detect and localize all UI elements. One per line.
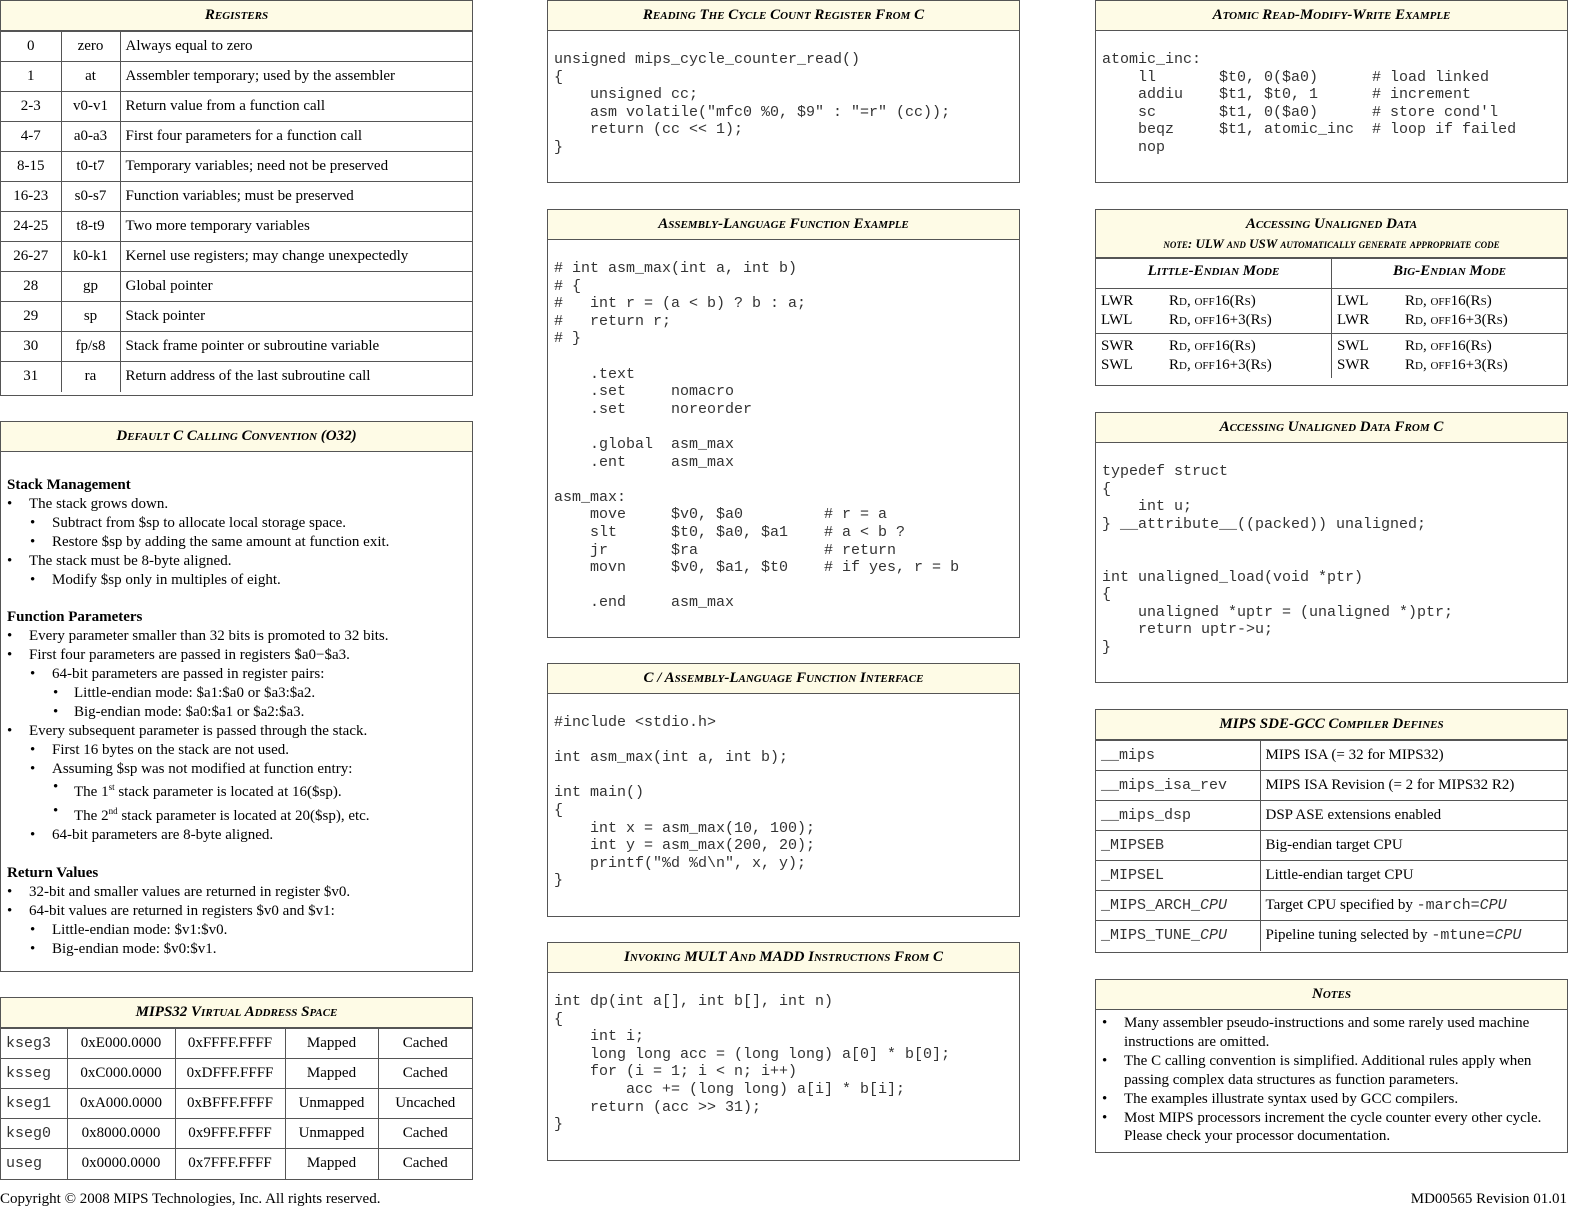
- calling-convention-body: [1, 452, 472, 959]
- note-item: • Most MIPS processors increment the cycle counter every other cycle. Please check your processor documentation.: [1102, 1109, 1561, 1147]
- instruction-args: Rd, off16(Rs): [1405, 293, 1492, 309]
- list-item: • 64-bit parameters are 8-byte aligned.: [7, 826, 466, 845]
- instruction-args: Rd, off16+3(Rs): [1169, 356, 1272, 373]
- mult-madd-code: int dp(int a[], int b[], int n) { int i; long long acc = (long long) a[0] * b[0]; for (i = 1; i < n; i++) acc += (long long) a[i] * b[i]; return (acc >> 31); }: [554, 993, 951, 1134]
- segment-caching: Cached: [378, 1119, 472, 1149]
- stack-management-list: [7, 495, 466, 590]
- table-row: [1096, 861, 1567, 891]
- list-item: • Big-endian mode: $v0:$v1.: [7, 940, 466, 959]
- define-desc: DSP ASE extensions enabled: [1260, 801, 1567, 831]
- c-interface-panel: [547, 663, 1020, 917]
- register-number: 29: [1, 302, 61, 332]
- instruction-line: [1101, 337, 1326, 356]
- list-item: • Every subsequent parameter is passed through the stack.: [7, 722, 466, 741]
- instruction-line: [1101, 356, 1326, 375]
- atomic-panel: [1095, 0, 1568, 183]
- table-row: [1, 212, 472, 242]
- address-space-table: [1, 1028, 472, 1179]
- list-item: • Little-endian mode: $v1:$v0.: [7, 921, 466, 940]
- segment-caching: Cached: [378, 1059, 472, 1089]
- segment-start: 0x0000.0000: [67, 1149, 175, 1179]
- register-description: Return value from a function call: [120, 92, 472, 122]
- table-row: [1, 1119, 472, 1149]
- segment-end: 0x7FFF.FFFF: [175, 1149, 285, 1179]
- register-number: 31: [1, 362, 61, 392]
- copyright: Copyright © 2008 MIPS Technologies, Inc. All rights reserved.: [0, 1191, 381, 1207]
- table-row: [1096, 921, 1567, 951]
- address-space-title: MIPS32 Virtual Address Space: [1, 998, 472, 1028]
- instruction-line: [1101, 292, 1326, 311]
- table-row: [1, 362, 472, 392]
- table-row: [1, 302, 472, 332]
- notes-panel: [1095, 979, 1568, 1153]
- notes-list: [1096, 1010, 1567, 1146]
- register-name: ra: [61, 362, 120, 392]
- instruction-args: Rd, off16+3(Rs): [1169, 311, 1272, 328]
- list-item: • The stack grows down.: [7, 495, 466, 514]
- list-item: • Big-endian mode: $a0:$a1 or $a2:$a3.: [7, 703, 466, 722]
- table-row: [1, 1059, 472, 1089]
- register-number: 1: [1, 62, 61, 92]
- instruction-args: Rd, off16+3(Rs): [1405, 356, 1508, 373]
- register-number: 24-25: [1, 212, 61, 242]
- segment-caching: Cached: [378, 1149, 472, 1179]
- function-parameters-heading: Function Parameters: [7, 609, 143, 626]
- register-number: 30: [1, 332, 61, 362]
- asm-example-title: Assembly-Language Function Example: [548, 210, 1019, 240]
- segment-end: 0xDFFF.FFFF: [175, 1059, 285, 1089]
- instruction-op: SWL: [1101, 356, 1133, 373]
- big-endian-load: [1332, 289, 1568, 334]
- return-values-heading: Return Values: [7, 865, 99, 882]
- unaligned-table: [1096, 258, 1567, 378]
- instruction-line: [1101, 311, 1326, 330]
- defines-table: [1096, 740, 1567, 951]
- list-item: • 64-bit values are returned in registers $v0 and $v1:: [7, 902, 466, 921]
- register-name: k0-k1: [61, 242, 120, 272]
- c-interface-code: #include <stdio.h> int asm_max(int a, int b); int main() { int x = asm_max(10, 100); int y = asm_max(200, 20); printf("%d %d\n", x, y); }: [554, 714, 816, 890]
- registers-panel: [0, 0, 473, 396]
- instruction-args: Rd, off16(Rs): [1169, 293, 1256, 309]
- define-desc: Big-endian target CPU: [1260, 831, 1567, 861]
- table-row: [1, 242, 472, 272]
- segment-name: useg: [1, 1149, 67, 1179]
- unaligned-heading: Accessing Unaligned Data: [1245, 216, 1418, 232]
- register-description: Global pointer: [120, 272, 472, 302]
- define-name: _MIPSEB: [1096, 831, 1260, 861]
- register-description: Assembler temporary; used by the assembler: [120, 62, 472, 92]
- big-endian-store: [1332, 333, 1568, 377]
- define-desc: Target CPU specified by -march=CPU: [1260, 891, 1567, 921]
- table-row: [1, 1089, 472, 1119]
- table-row: [1, 32, 472, 62]
- mult-madd-title: Invoking MULT And MADD Instructions From C: [548, 943, 1019, 973]
- segment-name: kseg1: [1, 1089, 67, 1119]
- register-name: sp: [61, 302, 120, 332]
- mult-madd-panel: [547, 942, 1020, 1161]
- instruction-op: SWL: [1337, 337, 1369, 354]
- segment-mapping: Unmapped: [285, 1089, 378, 1119]
- segment-name: kseg3: [1, 1029, 67, 1059]
- instruction-line: [1337, 337, 1562, 356]
- unaligned-c-code: typedef struct { int u; } __attribute__((packed)) unaligned; int unaligned_load(void *ptr) { unaligned *uptr = (unaligned *)ptr; return uptr->u; }: [1102, 463, 1454, 656]
- table-row: [1, 272, 472, 302]
- table-row: [1, 1029, 472, 1059]
- register-description: Return address of the last subroutine call: [120, 362, 472, 392]
- define-name: _MIPS_ARCH_CPU: [1096, 891, 1260, 921]
- list-item: • Assuming $sp was not modified at function entry:: [7, 760, 466, 779]
- define-name: _MIPS_TUNE_CPU: [1096, 921, 1260, 951]
- register-description: Function variables; must be preserved: [120, 182, 472, 212]
- list-item: • The 2nd stack parameter is located at 20($sp), etc.: [7, 802, 466, 826]
- segment-mapping: Mapped: [285, 1059, 378, 1089]
- register-description: Stack frame pointer or subroutine variable: [120, 332, 472, 362]
- calling-convention-title: Default C Calling Convention (O32): [1, 422, 472, 452]
- address-space-panel: [0, 997, 473, 1180]
- register-description: Stack pointer: [120, 302, 472, 332]
- function-parameters-list: [7, 627, 466, 778]
- segment-start: 0xE000.0000: [67, 1029, 175, 1059]
- segment-mapping: Mapped: [285, 1149, 378, 1179]
- register-name: at: [61, 62, 120, 92]
- table-row: [1096, 741, 1567, 771]
- asm-example-code: # int asm_max(int a, int b) # { # int r = (a < b) ? b : a; # return r; # } .text .set nomacro .set noreorder .global asm_max .ent asm_max asm_max: move $v0, $a0 # r = a slt $t0, $a0, $a1 # a < b ? jr $ra # return movn $v0, $a1, $t0 # if yes, r = b .end asm_max: [554, 260, 960, 612]
- instruction-op: LWL: [1337, 293, 1369, 309]
- register-number: 16-23: [1, 182, 61, 212]
- unaligned-note: note: ULW and USW automatically generate appropriate code: [1163, 236, 1500, 251]
- unaligned-c-title: Accessing Unaligned Data From C: [1096, 413, 1567, 443]
- cycle-count-code: unsigned mips_cycle_counter_read() { unsigned cc; asm volatile("mfc0 %0, $9" : "=r" (cc)); return (cc << 1); }: [554, 51, 951, 156]
- defines-panel: [1095, 709, 1568, 953]
- instruction-op: LWR: [1101, 293, 1134, 309]
- segment-start: 0xA000.0000: [67, 1089, 175, 1119]
- segment-end: 0xBFFF.FFFF: [175, 1089, 285, 1119]
- note-item: • The C calling convention is simplified. Additional rules apply when passing complex data structures as function parameters.: [1102, 1052, 1561, 1090]
- register-description: Always equal to zero: [120, 32, 472, 62]
- instruction-args: Rd, off16(Rs): [1405, 337, 1492, 354]
- list-item: • 32-bit and smaller values are returned in register $v0.: [7, 883, 466, 902]
- table-row: [1, 62, 472, 92]
- atomic-code: atomic_inc: ll $t0, 0($a0) # load linked addiu $t1, $t0, 1 # increment sc $t1, 0($a0) # store cond'l beqz $t1, atomic_inc # loop if failed nop: [1102, 51, 1517, 156]
- segment-mapping: Mapped: [285, 1029, 378, 1059]
- register-number: 28: [1, 272, 61, 302]
- note-item: • Many assembler pseudo-instructions and some rarely used machine instructions are omitted.: [1102, 1014, 1561, 1052]
- register-description: Kernel use registers; may change unexpectedly: [120, 242, 472, 272]
- table-row: [1, 1149, 472, 1179]
- unaligned-c-panel: [1095, 412, 1568, 683]
- define-name: _MIPSEL: [1096, 861, 1260, 891]
- define-desc: MIPS ISA (= 32 for MIPS32): [1260, 741, 1567, 771]
- table-row: [1096, 771, 1567, 801]
- list-item: • First 16 bytes on the stack are not used.: [7, 741, 466, 760]
- instruction-line: [1337, 311, 1562, 330]
- segment-name: kseg0: [1, 1119, 67, 1149]
- instruction-args: Rd, off16(Rs): [1169, 337, 1256, 354]
- revision: MD00565 Revision 01.01: [1410, 1191, 1567, 1207]
- table-row: [1, 152, 472, 182]
- asm-example-panel: [547, 209, 1020, 638]
- little-endian-header: Little-Endian Mode: [1096, 259, 1332, 289]
- list-item: • Restore $sp by adding the same amount at function exit.: [7, 533, 466, 552]
- little-endian-store: [1096, 333, 1332, 377]
- table-row: [1, 182, 472, 212]
- register-name: zero: [61, 32, 120, 62]
- segment-end: 0x9FFF.FFFF: [175, 1119, 285, 1149]
- cycle-count-title: Reading The Cycle Count Register From C: [548, 1, 1019, 31]
- unaligned-title: [1096, 210, 1567, 258]
- register-name: t0-t7: [61, 152, 120, 182]
- list-item: • First four parameters are passed in registers $a0−$a3.: [7, 646, 466, 665]
- instruction-args: Rd, off16+3(Rs): [1405, 311, 1508, 328]
- register-name: t8-t9: [61, 212, 120, 242]
- note-item: • The examples illustrate syntax used by GCC compilers.: [1102, 1090, 1561, 1109]
- register-name: fp/s8: [61, 332, 120, 362]
- instruction-line: [1337, 356, 1562, 375]
- register-number: 26-27: [1, 242, 61, 272]
- list-item: • Subtract from $sp to allocate local storage space.: [7, 514, 466, 533]
- register-description: Temporary variables; need not be preserved: [120, 152, 472, 182]
- define-name: __mips_isa_rev: [1096, 771, 1260, 801]
- little-endian-load: [1096, 289, 1332, 334]
- define-desc: MIPS ISA Revision (= 2 for MIPS32 R2): [1260, 771, 1567, 801]
- list-item: • The 1st stack parameter is located at 16($sp).: [7, 778, 466, 802]
- register-number: 0: [1, 32, 61, 62]
- register-name: a0-a3: [61, 122, 120, 152]
- cycle-count-panel: [547, 0, 1020, 183]
- instruction-op: SWR: [1337, 356, 1370, 373]
- instruction-op: LWL: [1101, 311, 1133, 328]
- register-description: First four parameters for a function call: [120, 122, 472, 152]
- table-row: [1, 332, 472, 362]
- register-number: 8-15: [1, 152, 61, 182]
- instruction-op: LWR: [1337, 311, 1370, 328]
- notes-title: Notes: [1096, 980, 1567, 1010]
- return-values-list: [7, 883, 466, 959]
- segment-start: 0x8000.0000: [67, 1119, 175, 1149]
- segment-end: 0xFFFF.FFFF: [175, 1029, 285, 1059]
- registers-title: Registers: [1, 1, 472, 31]
- segment-mapping: Unmapped: [285, 1119, 378, 1149]
- table-row: [1, 92, 472, 122]
- defines-title: MIPS SDE-GCC Compiler Defines: [1096, 710, 1567, 740]
- register-name: v0-v1: [61, 92, 120, 122]
- calling-convention-panel: [0, 421, 473, 972]
- list-item: • Little-endian mode: $a1:$a0 or $a3:$a2.: [7, 684, 466, 703]
- big-endian-header: Big-Endian Mode: [1332, 259, 1568, 289]
- registers-table: [1, 31, 472, 392]
- table-row: [1096, 831, 1567, 861]
- register-number: 2-3: [1, 92, 61, 122]
- list-item: • Modify $sp only in multiples of eight.: [7, 571, 466, 590]
- table-row: [1096, 891, 1567, 921]
- segment-caching: Uncached: [378, 1089, 472, 1119]
- instruction-op: SWR: [1101, 337, 1134, 354]
- define-name: __mips_dsp: [1096, 801, 1260, 831]
- register-description: Two more temporary variables: [120, 212, 472, 242]
- list-item: • Every parameter smaller than 32 bits is promoted to 32 bits.: [7, 627, 466, 646]
- list-item: • The stack must be 8-byte aligned.: [7, 552, 466, 571]
- table-row: [1, 122, 472, 152]
- register-name: gp: [61, 272, 120, 302]
- atomic-title: Atomic Read-Modify-Write Example: [1096, 1, 1567, 31]
- list-item: • 64-bit parameters are passed in register pairs:: [7, 665, 466, 684]
- define-name: __mips: [1096, 741, 1260, 771]
- register-name: s0-s7: [61, 182, 120, 212]
- define-desc: Pipeline tuning selected by -mtune=CPU: [1260, 921, 1567, 951]
- segment-caching: Cached: [378, 1029, 472, 1059]
- segment-start: 0xC000.0000: [67, 1059, 175, 1089]
- unaligned-panel: [1095, 209, 1568, 386]
- define-desc: Little-endian target CPU: [1260, 861, 1567, 891]
- table-row: [1096, 801, 1567, 831]
- stack-management-heading: Stack Management: [7, 477, 131, 493]
- instruction-line: [1337, 292, 1562, 311]
- c-interface-title: C / Assembly-Language Function Interface: [548, 664, 1019, 694]
- segment-name: ksseg: [1, 1059, 67, 1089]
- register-number: 4-7: [1, 122, 61, 152]
